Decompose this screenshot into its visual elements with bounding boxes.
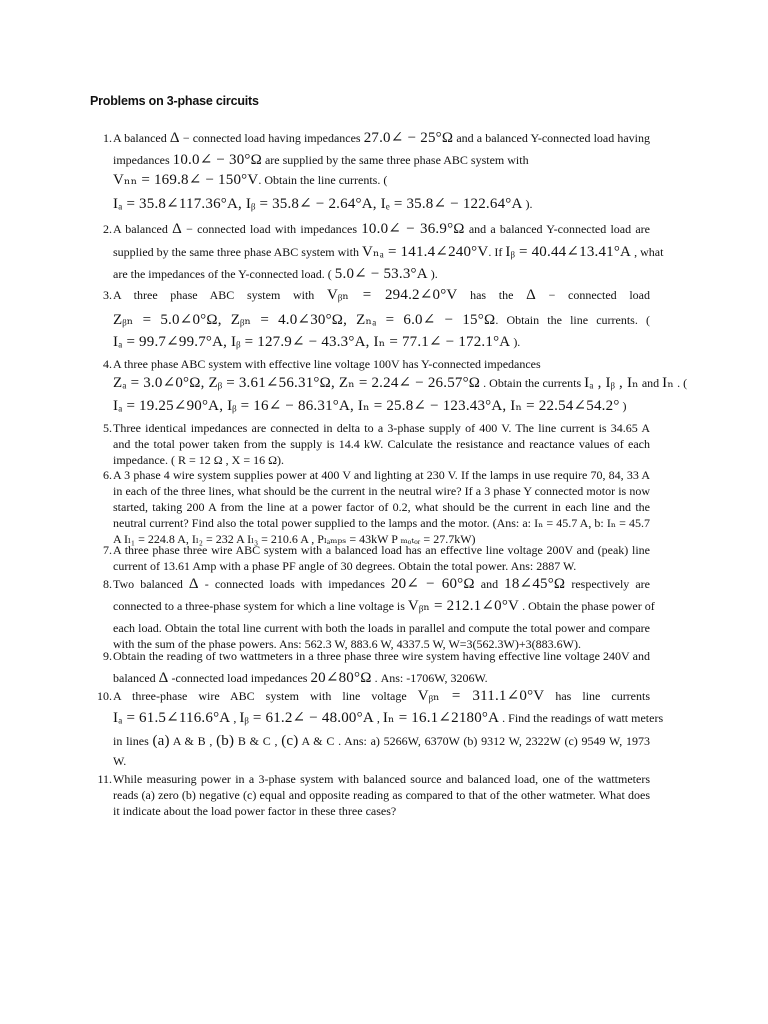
text-run: -connected load impedances xyxy=(168,671,311,685)
page-title: Problems on 3-phase circuits xyxy=(90,94,259,108)
problem-line xyxy=(113,334,650,350)
text-run: . Ans: -1706W, 3206W. xyxy=(371,671,488,685)
problem-line xyxy=(113,398,650,414)
problem-number: 3. xyxy=(103,288,112,302)
math-expression: (b) xyxy=(216,733,235,749)
math-expression: Vᵦₙ = 294.2∠0°V xyxy=(326,287,458,303)
problem-line xyxy=(113,576,650,592)
problem-line xyxy=(113,733,650,749)
math-expression: Vₙₐ = 141.4∠240°V xyxy=(361,244,489,260)
problem-line xyxy=(113,542,650,558)
problem-line xyxy=(113,499,650,515)
text-run: and a balanced Y-connected load are xyxy=(464,222,650,236)
text-run: with the sum of the phase powers. Ans: 562.3 W, 883.6 W, 4337.5 W, W=3(562.3W)+3(883.6W). xyxy=(113,637,581,651)
text-run: and xyxy=(638,376,663,390)
text-run: A balanced xyxy=(113,131,170,145)
math-expression: Iₐ , Iᵦ , Iₙ xyxy=(584,375,639,391)
math-expression: Δ xyxy=(188,576,199,592)
math-expression: 20∠ − 60°Ω xyxy=(390,576,475,592)
text-run: W. xyxy=(113,754,127,768)
text-run: ). xyxy=(510,335,521,349)
text-run: While measuring power in a 3-phase system with balanced source and balanced load, one of the wattmeters xyxy=(113,772,650,786)
math-expression: Iₐ = 19.25∠90°A, Iᵦ = 16∠ − 86.31°A, Iₙ = 25.8∠ − 123.43°A, Iₙ = 22.54∠54.2° xyxy=(113,398,620,414)
text-run: − connected load xyxy=(535,288,650,302)
problem-line xyxy=(113,771,650,787)
problem-line xyxy=(113,558,650,574)
math-expression: 27.0∠ − 25°Ω xyxy=(363,130,454,146)
problem-line xyxy=(113,356,650,372)
problem-line xyxy=(113,266,650,282)
text-run: . ( xyxy=(674,376,688,390)
problem-line xyxy=(113,436,650,452)
problem-line xyxy=(113,803,650,819)
text-run: A Iₗ₁ = 224.8 A, Iₗ₂ = 232 A Iₗ₃ = 210.6 A , Pₗₐₘₚₛ = 43kW P ₘₒₜₒᵣ = 27.7kW) xyxy=(113,532,476,546)
text-run: and the total power taken from the supply is 14.4 kW. Calculate the resistance and reactance values of each xyxy=(113,437,650,451)
problem-line xyxy=(113,312,650,328)
text-run: has line currents xyxy=(544,689,651,703)
problem-line xyxy=(113,287,650,303)
math-expression: Iₐ = 61.5∠116.6°A xyxy=(113,710,231,726)
text-run: in each of the three lines, what should be the current in the neutral wire? If a 3 phase Y connected motor is now xyxy=(113,484,650,498)
problem-number: 5. xyxy=(103,421,112,435)
text-run: current of 13.61 Amp with a phase PF angle of 30 degrees. Obtain the total power. Ans: 2887 W. xyxy=(113,559,577,573)
math-expression: 20∠80°Ω xyxy=(310,670,372,686)
text-run: . Obtain the line currents. ( xyxy=(258,173,388,187)
math-expression: (c) xyxy=(281,733,299,749)
problem-line xyxy=(113,648,650,664)
text-run: . Obtain the line currents. ( xyxy=(495,313,650,327)
text-run: and xyxy=(474,577,505,591)
text-run: are the impedances of the Y-connected load. ( xyxy=(113,267,335,281)
text-run: B & C , xyxy=(234,734,282,748)
text-run: and a balanced Y-connected load having xyxy=(453,131,650,145)
text-run: A three phase three wire ABC system with a balanced load has an effective line voltage 200V and (peak) line xyxy=(113,543,650,557)
math-expression: Vᵦₙ = 311.1∠0°V xyxy=(417,688,545,704)
math-expression: Vᵦₙ = 212.1∠0°V xyxy=(407,598,520,614)
text-run: neutral current? Find also the total power supplied to the lamps and the motor. (Ans: a: Iₙ = 45.7 A, b: Iₙ = 45.7 xyxy=(113,516,650,530)
problem-number: 4. xyxy=(103,357,112,371)
problem-number: 9. xyxy=(103,649,112,663)
text-run: impedances xyxy=(113,153,173,167)
text-run: A & C . Ans: a) 5266W, 6370W (b) 9312 W, 2322W (c) 9549 W, 1973 xyxy=(298,734,651,748)
problem-line xyxy=(113,620,650,636)
problem-line xyxy=(113,452,650,468)
text-run: has the xyxy=(457,288,527,302)
problem-number: 6. xyxy=(103,468,112,482)
problem-line xyxy=(113,244,664,260)
text-run: A & B , xyxy=(169,734,217,748)
problem-line xyxy=(113,598,655,614)
problem-line xyxy=(113,710,664,726)
problem-number: 7. xyxy=(103,543,112,557)
text-run: respectively are xyxy=(565,577,650,591)
math-expression: 5.0∠ − 53.3°A xyxy=(334,266,428,282)
text-run: ) xyxy=(619,399,627,413)
text-run: . Find the readings of watt meters xyxy=(499,711,664,725)
text-run: supplied by the same three phase ABC system with xyxy=(113,245,362,259)
problem-number: 11. xyxy=(97,772,112,786)
problem-line xyxy=(113,467,650,483)
problem-line xyxy=(113,172,650,188)
text-run: , xyxy=(230,711,240,725)
text-run: it indicate about the load power factor in these three cases? xyxy=(113,804,397,818)
problem-line xyxy=(113,483,650,499)
text-run: A three phase ABC system with effective line voltage 100V has Y-connected impedances xyxy=(113,357,541,371)
problem-number: 1. xyxy=(103,131,112,145)
math-expression: Iₙ = 16.1∠2180°A xyxy=(382,710,500,726)
text-run: , what xyxy=(631,245,664,259)
problem-line xyxy=(113,688,650,704)
math-expression: 10.0∠ − 30°Ω xyxy=(172,152,262,168)
text-run: . If xyxy=(488,245,506,259)
text-run: − connected load having impedances xyxy=(179,131,364,145)
math-expression: 10.0∠ − 36.9°Ω xyxy=(361,221,465,237)
text-run: started, taking 200 A from the line at a power factor of 0.2, what should be the current in each line and the xyxy=(113,500,650,514)
text-run: each load. Obtain the total line current with both the loads in parallel and compute the total power and compare xyxy=(113,621,650,635)
text-run: Obtain the reading of two wattmeters in a three phase three wire system having effective line voltage 240V and xyxy=(113,649,650,663)
math-expression: Δ xyxy=(172,221,182,237)
text-run: balanced xyxy=(113,671,159,685)
text-run: , xyxy=(373,711,383,725)
text-run: connected to a three-phase system for which a line voltage is xyxy=(113,599,408,613)
text-run: reads (a) zero (b) negative (c) equal and opposite reading as compared to that of the other watmeter. What does xyxy=(113,788,650,802)
math-expression: Iₐ = 99.7∠99.7°A, Iᵦ = 127.9∠ − 43.3°A, Iₙ = 77.1∠ − 172.1°A xyxy=(113,334,511,350)
math-expression: Δ xyxy=(158,670,169,686)
text-run: . Obtain the currents xyxy=(480,376,585,390)
math-expression: 18∠45°Ω xyxy=(504,576,566,592)
problem-line xyxy=(113,753,650,769)
text-run: ). xyxy=(522,197,533,211)
math-expression: Iᵦ = 40.44∠13.41°A xyxy=(505,244,632,260)
text-run: ). xyxy=(427,267,438,281)
problem-line xyxy=(113,130,650,146)
problem-number: 10. xyxy=(97,689,112,703)
text-run: A 3 phase 4 wire system supplies power at 400 V and lighting at 230 V. If the lamps in use require 70, 84, 33 A xyxy=(113,468,650,482)
math-expression: Iₐ = 35.8∠117.36°A, Iᵦ = 35.8∠ − 2.64°A, Iₑ = 35.8∠ − 122.64°A xyxy=(113,196,523,212)
problem-line xyxy=(113,420,650,436)
text-run: A three-phase wire ABC system with line voltage xyxy=(113,689,418,703)
text-run: A balanced xyxy=(113,222,173,236)
problem-line xyxy=(113,787,650,803)
text-run: Two balanced xyxy=(113,577,189,591)
math-expression: Zᵦₙ = 5.0∠0°Ω, Zᵦₙ = 4.0∠30°Ω, Zₙₐ = 6.0∠ − 15°Ω xyxy=(113,312,496,328)
text-run: . Obtain the phase power of xyxy=(519,599,655,613)
math-expression: Vₙₙ = 169.8∠ − 150°V xyxy=(113,172,259,188)
text-run: are supplied by the same three phase ABC system with xyxy=(261,153,529,167)
math-expression: Zₐ = 3.0∠0°Ω, Zᵦ = 3.61∠56.31°Ω, Zₙ = 2.24∠ − 26.57°Ω xyxy=(113,375,481,391)
text-run: A three phase ABC system with xyxy=(113,288,327,302)
problem-line xyxy=(113,670,650,686)
math-expression: Iₙ xyxy=(662,375,675,391)
problem-number: 8. xyxy=(103,577,112,591)
text-run: - connected loads with impedances xyxy=(198,577,391,591)
text-run: in lines xyxy=(113,734,153,748)
math-expression: Δ xyxy=(526,287,536,303)
problem-line xyxy=(113,515,650,531)
problem-line xyxy=(113,152,650,168)
text-run: Three identical impedances are connected in delta to a 3-phase supply of 400 V. The line current is 34.65 A xyxy=(113,421,650,435)
problem-line xyxy=(113,196,650,212)
problem-line xyxy=(113,221,650,237)
problem-line xyxy=(113,375,688,391)
math-expression: (a) xyxy=(152,733,170,749)
math-expression: Δ xyxy=(169,130,180,146)
text-run: impedance. ( R = 12 Ω , X = 16 Ω). xyxy=(113,453,285,467)
text-run: − connected load with impedances xyxy=(181,222,362,236)
problem-number: 2. xyxy=(103,222,112,236)
math-expression: Iᵦ = 61.2∠ − 48.00°A xyxy=(239,710,374,726)
